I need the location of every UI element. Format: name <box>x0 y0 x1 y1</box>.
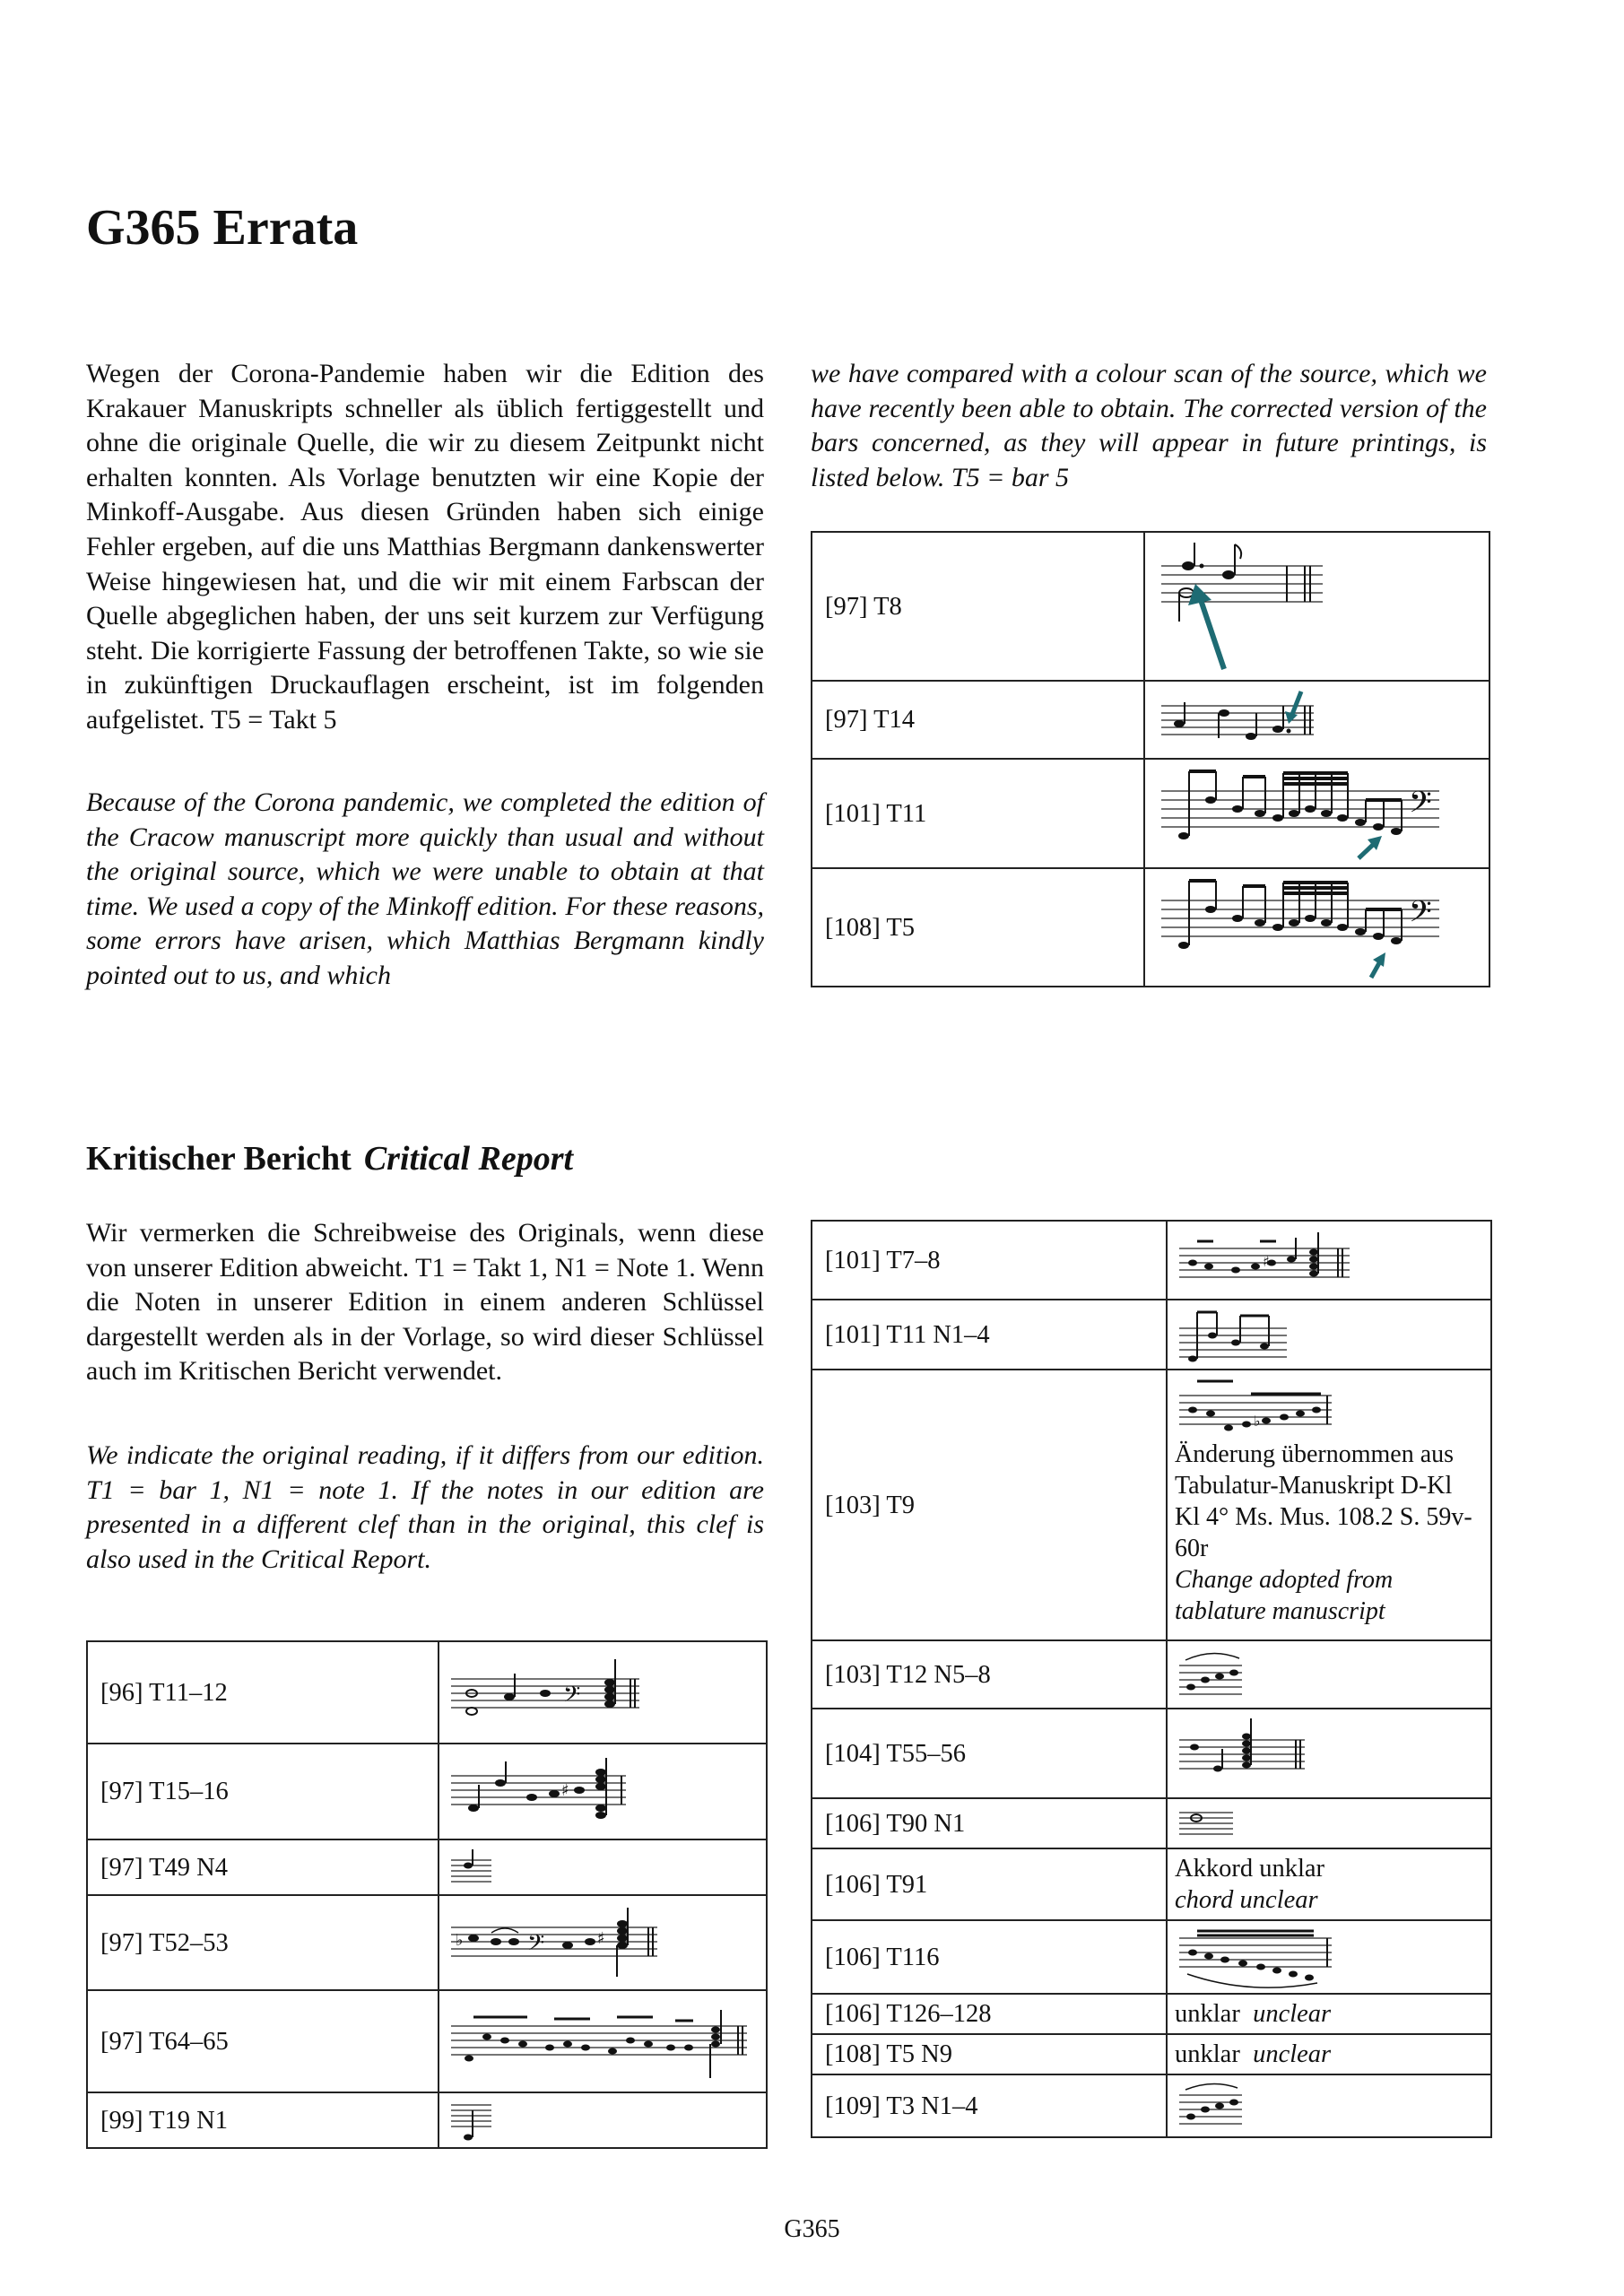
report-row <box>812 1640 1491 1709</box>
music-excerpt-103-t9 <box>1175 1374 1336 1439</box>
music-excerpt-101-t11-n1-4 <box>1175 1305 1291 1364</box>
report-music <box>439 1895 767 1990</box>
errata-table <box>811 531 1490 987</box>
report-note-german: unklar <box>1175 2040 1240 2068</box>
svg-text:♭: ♭ <box>1254 1413 1261 1430</box>
report-note-english: Change adopted from tablature manuscript <box>1175 1566 1394 1625</box>
errata-music <box>1144 868 1489 987</box>
music-excerpt-108-t5 <box>1152 874 1448 981</box>
report-music <box>439 1839 767 1895</box>
report-row <box>812 1370 1491 1640</box>
music-excerpt-104-t55-56 <box>1175 1713 1309 1794</box>
report-ref: [106] T90 N1 <box>812 1798 1167 1848</box>
music-excerpt-97-t8 <box>1152 539 1332 674</box>
report-ref: [104] T55–56 <box>812 1709 1167 1798</box>
report-ref: [101] T7–8 <box>812 1221 1167 1300</box>
music-excerpt-97-t14 <box>1152 686 1332 753</box>
report-ref: [109] T3 N1–4 <box>812 2074 1167 2137</box>
report-ref: [101] T11 N1–4 <box>812 1300 1167 1370</box>
errata-music <box>1144 532 1489 681</box>
errata-row <box>812 868 1489 987</box>
errata-music <box>1144 759 1489 868</box>
report-note <box>1175 1439 1483 1627</box>
report-ref: [106] T116 <box>812 1920 1167 1994</box>
report-music <box>1167 1798 1491 1848</box>
music-excerpt-97-t64-65 <box>447 1999 751 2084</box>
errata-row <box>812 759 1489 868</box>
report-row <box>87 1744 767 1839</box>
errata-row <box>812 532 1489 681</box>
report-note-german: Änderung übernommen aus Tabulatur-Manuskript D-Kl Kl 4° Ms. Mus. 108.2 S. 59v-60r <box>1175 1440 1472 1562</box>
music-excerpt-96-t11-12 <box>447 1652 644 1733</box>
report-ref: [106] T91 <box>812 1848 1167 1920</box>
page-title: G365 Errata <box>86 200 359 256</box>
report-music <box>1167 2074 1491 2137</box>
report-heading-german: Kritischer Bericht <box>86 1140 352 1178</box>
errata-ref: [101] T11 <box>812 759 1144 868</box>
report-note-english: unclear <box>1253 2000 1332 2028</box>
report-ref: [97] T64–65 <box>87 1990 439 2092</box>
errata-ref: [108] T5 <box>812 868 1144 987</box>
report-row <box>87 1839 767 1895</box>
music-excerpt-103-t12-n5-8 <box>1175 1648 1246 1701</box>
report-music <box>1167 1920 1491 1994</box>
report-table-right <box>811 1220 1492 2138</box>
svg-text:𝄢: 𝄢 <box>1409 786 1432 827</box>
errata-row <box>812 681 1489 759</box>
intro-english-part-1: Because of the Corona pandemic, we completed the edition of the Cracow manuscript more quickly than usual and without the original source, which we were unable to obtain at that time. We used a copy of the Minkoff edition. For these reasons, some errors have arisen, which Matthias Bergmann kindly pointed out to us, and which <box>86 787 764 990</box>
report-row <box>812 1300 1491 1370</box>
music-excerpt-99-t19-n1 <box>447 2098 500 2143</box>
report-heading-english: Critical Report <box>363 1140 574 1178</box>
report-english: We indicate the original reading, if it differs from our edition. T1 = bar 1, N1 = note 1. If the notes in our edition are presented in a different clef than in the original, this clef is also used in the Critical Report. <box>86 1440 764 1574</box>
report-row <box>812 1920 1491 1994</box>
report-ref: [106] T126–128 <box>812 1994 1167 2034</box>
svg-text:𝄢: 𝄢 <box>1409 895 1432 936</box>
report-music <box>439 1641 767 1744</box>
report-row <box>812 1994 1491 2034</box>
report-music <box>439 1744 767 1839</box>
report-note <box>1167 2034 1491 2074</box>
music-excerpt-106-t90-n1 <box>1175 1805 1238 1841</box>
report-ref: [103] T9 <box>812 1370 1167 1640</box>
report-row <box>812 1848 1491 1920</box>
report-row <box>87 1895 767 1990</box>
report-row <box>812 2034 1491 2074</box>
music-excerpt-106-t116 <box>1175 1926 1336 1988</box>
report-note-german: unklar <box>1175 2000 1240 2028</box>
report-note <box>1167 1848 1491 1920</box>
report-music <box>1167 1300 1491 1370</box>
report-note <box>1167 1994 1491 2034</box>
music-excerpt-101-t11 <box>1152 764 1448 863</box>
report-note-english: chord unclear <box>1175 1886 1318 1914</box>
report-music <box>1167 1221 1491 1300</box>
report-row <box>812 1798 1491 1848</box>
music-excerpt-97-t49-n4 <box>447 1848 500 1887</box>
svg-text:♯: ♯ <box>561 1781 569 1800</box>
music-excerpt-101-t7-8 <box>1175 1229 1354 1292</box>
errata-ref: [97] T8 <box>812 532 1144 681</box>
report-row <box>87 2092 767 2148</box>
report-note-english: unclear <box>1253 2040 1332 2068</box>
svg-text:𝄢: 𝄢 <box>563 1682 581 1713</box>
report-ref: [103] T12 N5–8 <box>812 1640 1167 1709</box>
music-excerpt-97-t15-16 <box>447 1749 644 1834</box>
report-ref: [99] T19 N1 <box>87 2092 439 2148</box>
report-ref: [108] T5 N9 <box>812 2034 1167 2074</box>
intro-german: Wegen der Corona-Pandemie haben wir die Edition des Krakauer Manuskripts schneller als üblich fertiggestellt und ohne die originale Quelle, die wir zu diesem Zeitpunkt nicht erhalten konnten. Als Vorlage benutzten wir eine Kopie der Minkoff-Ausgabe. Aus diesen Gründen haben sich einige Fehler ergeben, auf die uns Matthias Bergmann dankenswerter Weise hingewiesen hat, und die wir mit einem Farbscan der Quelle abgeglichen haben, der uns seit kurzem zur Verfügung steht. Die korrigierte Fassung der betroffenen Takte, so wie sie in zukünftigen Druckauflagen erscheint, ist im folgenden aufgelistet. T5 = Takt 5 <box>86 359 764 735</box>
errata-music <box>1144 681 1489 759</box>
report-note-german: Akkord unklar <box>1175 1855 1325 1883</box>
report-ref: [97] T52–53 <box>87 1895 439 1990</box>
report-music <box>1167 1709 1491 1798</box>
intro-english-part-2: we have compared with a colour scan of the source, which we have recently been able to obtain. The corrected version of the bars concerned, as they will appear in future printings, is listed below. T5 = bar 5 <box>811 359 1487 492</box>
report-table-left <box>86 1640 768 2149</box>
svg-text:♯: ♯ <box>1263 1253 1270 1270</box>
report-music <box>1167 1370 1491 1640</box>
report-row <box>87 1990 767 2092</box>
errata-ref: [97] T14 <box>812 681 1144 759</box>
svg-text:𝄢: 𝄢 <box>527 1929 545 1961</box>
report-music <box>439 1990 767 2092</box>
report-ref: [97] T15–16 <box>87 1744 439 1839</box>
report-row <box>812 1221 1491 1300</box>
music-excerpt-109-t3-n1-4 <box>1175 2081 1246 2131</box>
report-german: Wir vermerken die Schreibweise des Originals, wenn diese von unserer Edition abweicht. T1 = Takt 1, N1 = Note 1. Wenn die Noten in unserer Edition in einem anderen Schlüssel dargestellt werden als in der Vorlage, so wird dieser Schlüssel auch im Kritischen Bericht verwendet. <box>86 1218 764 1387</box>
report-music <box>439 2092 767 2148</box>
report-row <box>812 1709 1491 1798</box>
report-ref: [96] T11–12 <box>87 1641 439 1744</box>
report-row <box>87 1641 767 1744</box>
page-footer: G365 <box>784 2215 840 2243</box>
report-heading <box>86 1139 573 1178</box>
report-ref: [97] T49 N4 <box>87 1839 439 1895</box>
svg-text:♭: ♭ <box>456 1930 464 1950</box>
svg-text:♯: ♯ <box>597 1928 605 1948</box>
music-excerpt-97-t52-53 <box>447 1900 662 1986</box>
report-row <box>812 2074 1491 2137</box>
report-music <box>1167 1640 1491 1709</box>
